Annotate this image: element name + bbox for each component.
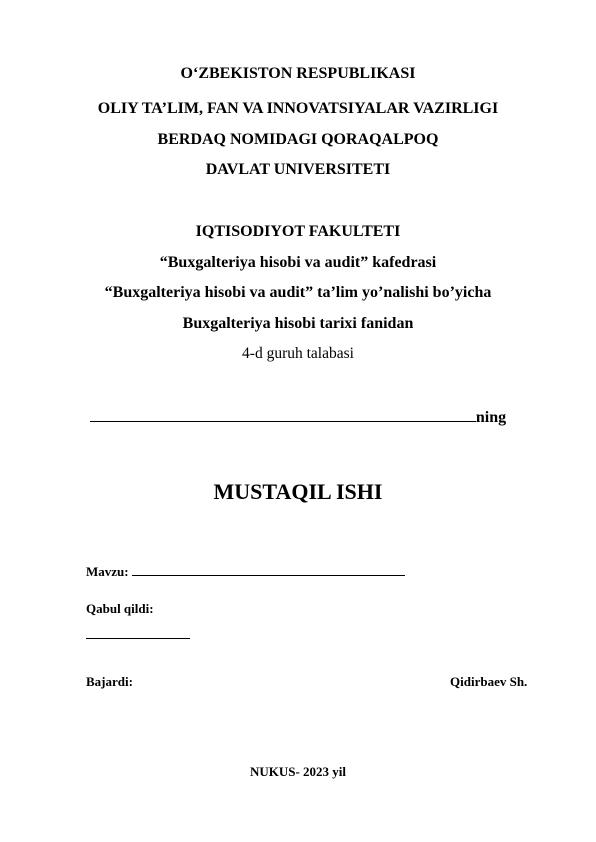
student-name-blank (90, 406, 476, 422)
header-university-1: BERDAQ NOMIDAGI QORAQALPOQ (157, 131, 439, 148)
faculty-name: IQTISODIYOT FAKULTETI (195, 223, 401, 240)
topic-blank (132, 565, 405, 576)
place-year: NUKUS- 2023 yil (249, 764, 347, 779)
header-ministry: OLIY TA’LIM, FAN VA INNOVATSIYALAR VAZIRLIGI (97, 100, 499, 117)
header-university-2: DAVLAT UNIVERSITETI (205, 161, 391, 178)
group-name: 4-d guruh talabasi (242, 345, 354, 362)
student-name-line (0, 406, 596, 426)
topic-label: Mavzu: (86, 564, 129, 579)
student-name-suffix: ning (475, 409, 507, 426)
accepted-row (86, 628, 190, 641)
subject-name: Buxgalteriya hisobi tarixi fanidan (182, 315, 414, 332)
done-label: Bajardi: (86, 674, 133, 689)
department-name: “Buxgalteriya hisobi va audit” kafedrasi (159, 254, 437, 271)
topic-row (86, 565, 405, 578)
study-direction: “Buxgalteriya hisobi va audit” ta’lim yo’nalishi bo’yicha (104, 284, 492, 301)
document-title: MUSTAQIL ISHI (213, 479, 383, 504)
accepted-blank (86, 628, 190, 639)
header-country: O‘ZBEKISTON RESPUBLIKASI (180, 65, 416, 82)
accepted-label: Qabul qildi: (86, 601, 154, 616)
done-name: Qidirbaev Sh. (450, 674, 528, 689)
